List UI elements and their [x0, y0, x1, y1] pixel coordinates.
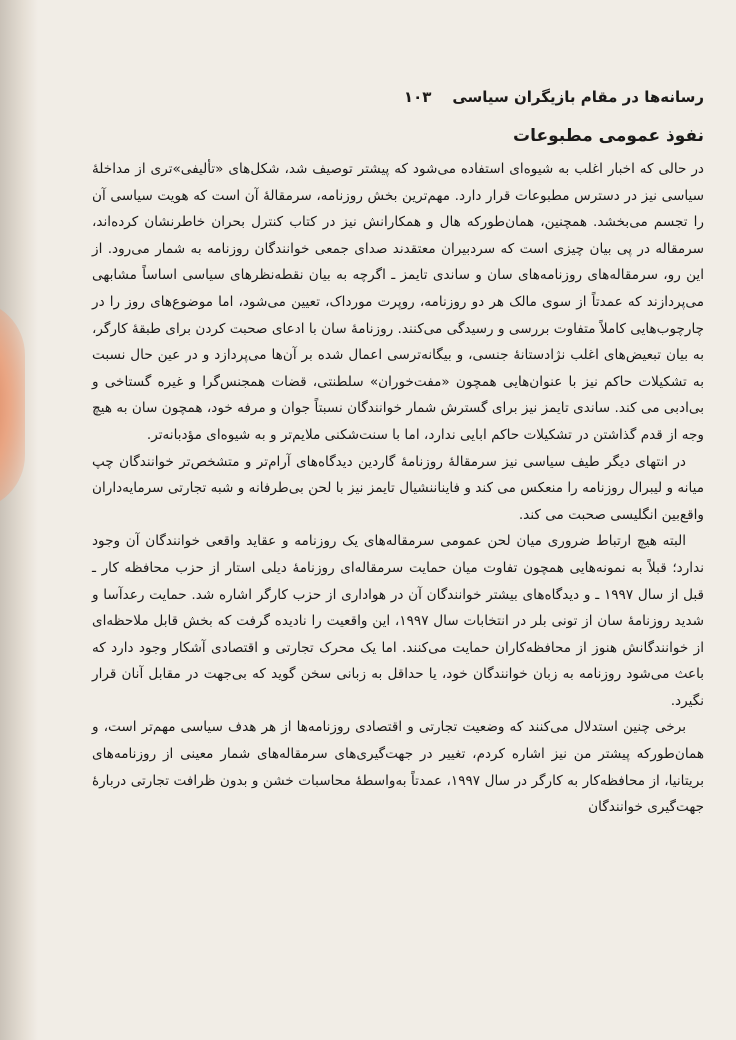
book-page [92, 78, 704, 1018]
page-gutter-shadow [0, 0, 38, 1040]
paragraph-3: البته هیچ ارتباط ضروری میان لحن عمومی سرمقاله‌های یک روزنامه و عقاید واقعی خوانندگان آن وجود ندارد؛ قبلاً به نمونه‌هایی همچون تفاوت میان حمایت سرمقاله‌ای روزنامهٔ دیلی استار از حزب محافظه کار ـ قبل از سال ۱۹۹۷ ـ و دیدگاه‌های بیشتر خوانندگان آن در هواداری از حزب کارگر اشاره شد. حمایت رعدآسا و شدید روزنامهٔ سان از تونی بلر در انتخابات سال ۱۹۹۷، این واقعیت را نادیده گرفت که بخش قابل ملاحظه‌ای از خوانندگانش هنوز از محافظه‌کاران حمایت می‌کنند. اما یک محرک تجارتی و اقتصادی آشکار وجود دارد که باعث می‌شود روزنامه به زبان خوانندگان خود، یا حداقل به زبانی سخن گوید که بی‌جهت در مقابل آنان قرار نگیرد. [92, 533, 705, 709]
body-text [92, 156, 704, 821]
paragraph-2: در انتهای دیگر طیف سیاسی نیز سرمقالهٔ روزنامهٔ گاردین دیدگاه‌های آرام‌تر و متشخص‌تر خوانندگان چپ میانه و لیبرال روزنامه را منعکس می کند و فایناننشیال تایمز نیز با لحن بی‌طرفانه و شبه تجارتی سرمایه‌داران واقع‌بین انگلیسی صحبت می کند. [92, 453, 704, 523]
running-header [404, 88, 704, 106]
paragraph-1: در حالی که اخبار اغلب به شیوه‌ای استفاده می‌شود که پیشتر توصیف شد، شکل‌های «تألیفی»تری از مداخلهٔ سیاسی نیز در دسترس مطبوعات قرار دارد. مهم‌ترین بخش روزنامه، سرمقالهٔ آن است که هویت سیاسی آن را تجسم می‌بخشد. همچنین، همان‌طورکه هال و همکارانش نیز در کتاب کنترل بحران خاطرنشان کرده‌اند، سرمقاله در پی بیان چیزی است که سردبیران معتقدند صدای جمعی خوانندگان روزنامه به شمار می‌رود. از این رو، سرمقاله‌های روزنامه‌های سان و ساندی تایمز ـ اگرچه به بیان نقطه‌نظرهای سیاسی اساساً مشابهی می‌پردازند که عمدتاً از سوی مالک هر دو روزنامه، روپرت مورداک، تعیین می‌شود، اما موضوع‌های روز را در چارچوب‌هایی کاملاً متفاوت بررسی و رسیدگی می‌کنند. روزنامهٔ سان با ادعای صحبت کردن برای طبقهٔ کارگر، به بیان تبعیض‌های اغلب نژادستانهٔ جنسی، و بیگانه‌ترسی اعمال شده بر آن‌ها می‌پردازد و در عین حال نسبت به تشکیلات حاکم نیز با عنوان‌هایی همچون «مفت‌خوران» سلطنتی، قضات همجنس‌گرا و غیره گستاخی و بی‌ادبی می کند. ساندی تایمز نیز برای گسترش شمار خوانندگان نسبتاً جوان و مرفه خود، همچون سان به هیچ وجه از قدم گذاشتن در تشکیلات حاکم ابایی ندارد، اما با سنت‌شکنی ملایم‌تر و به شیوه‌ای مؤدبانه‌تر. [92, 161, 704, 443]
page-number: ۱۰۳ [403, 88, 432, 106]
running-title: رسانه‌ها در مقام بازیگران سیاسی [452, 88, 704, 106]
section-title: نفوذ عمومی مطبوعات [513, 126, 704, 146]
paragraph-4: برخی چنین استدلال می‌کنند که وضعیت تجارتی و اقتصادی روزنامه‌ها از هر هدف سیاسی مهم‌تر است، و همان‌طورکه پیشتر من نیز اشاره کردم، تغییر در جهت‌گیری‌های سرمقاله‌های شمار معینی از روزنامه‌های بریتانیا، از محافظه‌کار به کارگر در سال ۱۹۹۷، عمدتاً به‌واسطهٔ محاسبات خشن و بدون ظرافت تجارتی دربارهٔ جهت‌گیری خوانندگان [92, 719, 704, 816]
